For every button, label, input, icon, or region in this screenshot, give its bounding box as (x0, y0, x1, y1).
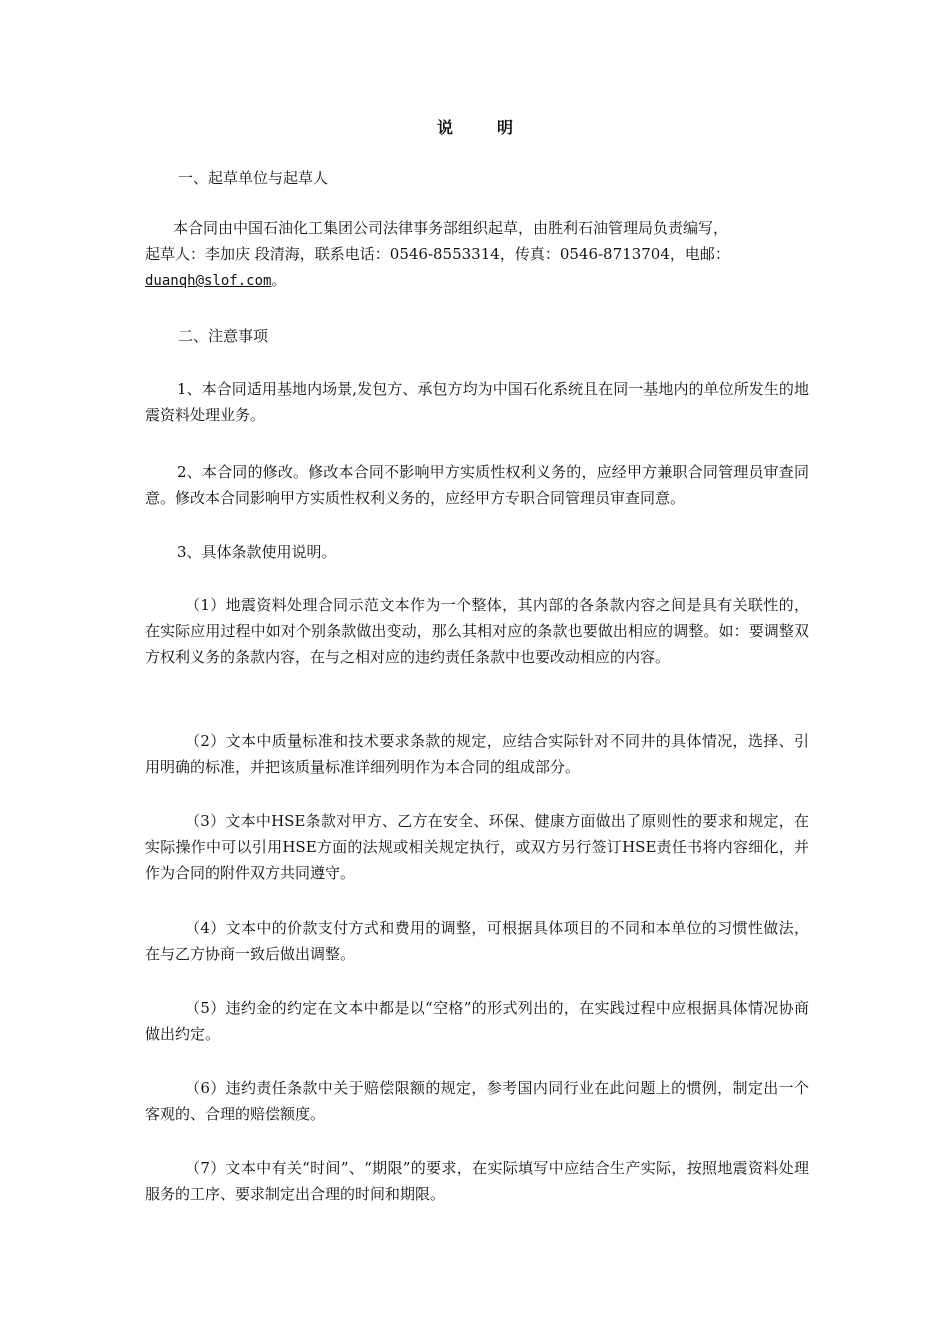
email-link[interactable]: duanqh@slof.com (145, 273, 272, 289)
note-item-3: 3、具体条款使用说明。 (177, 543, 337, 561)
usage-note-5: （5）违约金的约定在文本中都是以“空格”的形式列出的，在实践过程中应根据具体情况协商做出约定。 (145, 999, 809, 1043)
usage-note-3: （3）文本中HSE条款对甲方、乙方在安全、环保、健康方面做出了原则性的要求和规定，在实际操作中可以引用HSE方面的法规或相关规定执行，或双方另行签订HSE责任书将内容细化，并作为合同的附件双方共同遵守。 (145, 812, 809, 882)
drafter-info-paragraph (145, 215, 809, 294)
note-item-2: 2、本合同的修改。修改本合同不影响甲方实质性权利义务的，应经甲方兼职合同管理员审查同意。修改本合同影响甲方实质性权利义务的，应经甲方专职合同管理员审查同意。 (145, 463, 809, 507)
email-suffix: 。 (271, 271, 287, 289)
usage-note-7: （7）文本中有关“时间”、“期限”的要求，在实际填写中应结合生产实际，按照地震资料处理服务的工序、要求制定出合理的时间和期限。 (145, 1159, 809, 1203)
email-line (117, 267, 286, 294)
section-heading-notes: 二、注意事项 (178, 327, 269, 345)
usage-note-1: （1）地震资料处理合同示范文本作为一个整体，其内部的各条款内容之间是具有关联性的，在实际应用过程中如对个别条款做出变动，那么其相对应的条款也要做出相应的调整。如：要调整双方权利义务的条款内容，在与之相对应的违约责任条款中也要改动相应的内容。 (145, 596, 809, 666)
drafter-info-line2: 起草人：李加庆 段清海，联系电话：0546-8553314，传真：0546-8713704，电邮： (145, 245, 730, 263)
note-item-1: 1、本合同适用基地内场景,发包方、承包方均为中国石化系统且在同一基地内的单位所发生的地震资料处理业务。 (145, 380, 809, 424)
page-title: 说明 (436, 118, 557, 137)
usage-note-6: （6）违约责任条款中关于赔偿限额的规定，参考国内同行业在此问题上的惯例，制定出一个客观的、合理的赔偿额度。 (145, 1079, 809, 1123)
usage-note-2: （2）文本中质量标准和技术要求条款的规定，应结合实际针对不同井的具体情况，选择、引用明确的标准，并把该质量标准详细列明作为本合同的组成部分。 (145, 732, 809, 776)
section-heading-drafters: 一、起草单位与起草人 (178, 169, 329, 187)
drafter-info-line1: 本合同由中国石油化工集团公司法律事务部组织起草，由胜利石油管理局负责编写， (173, 219, 729, 237)
usage-note-4: （4）文本中的价款支付方式和费用的调整，可根据具体项目的不同和本单位的习惯性做法，在与乙方协商一致后做出调整。 (145, 919, 809, 963)
